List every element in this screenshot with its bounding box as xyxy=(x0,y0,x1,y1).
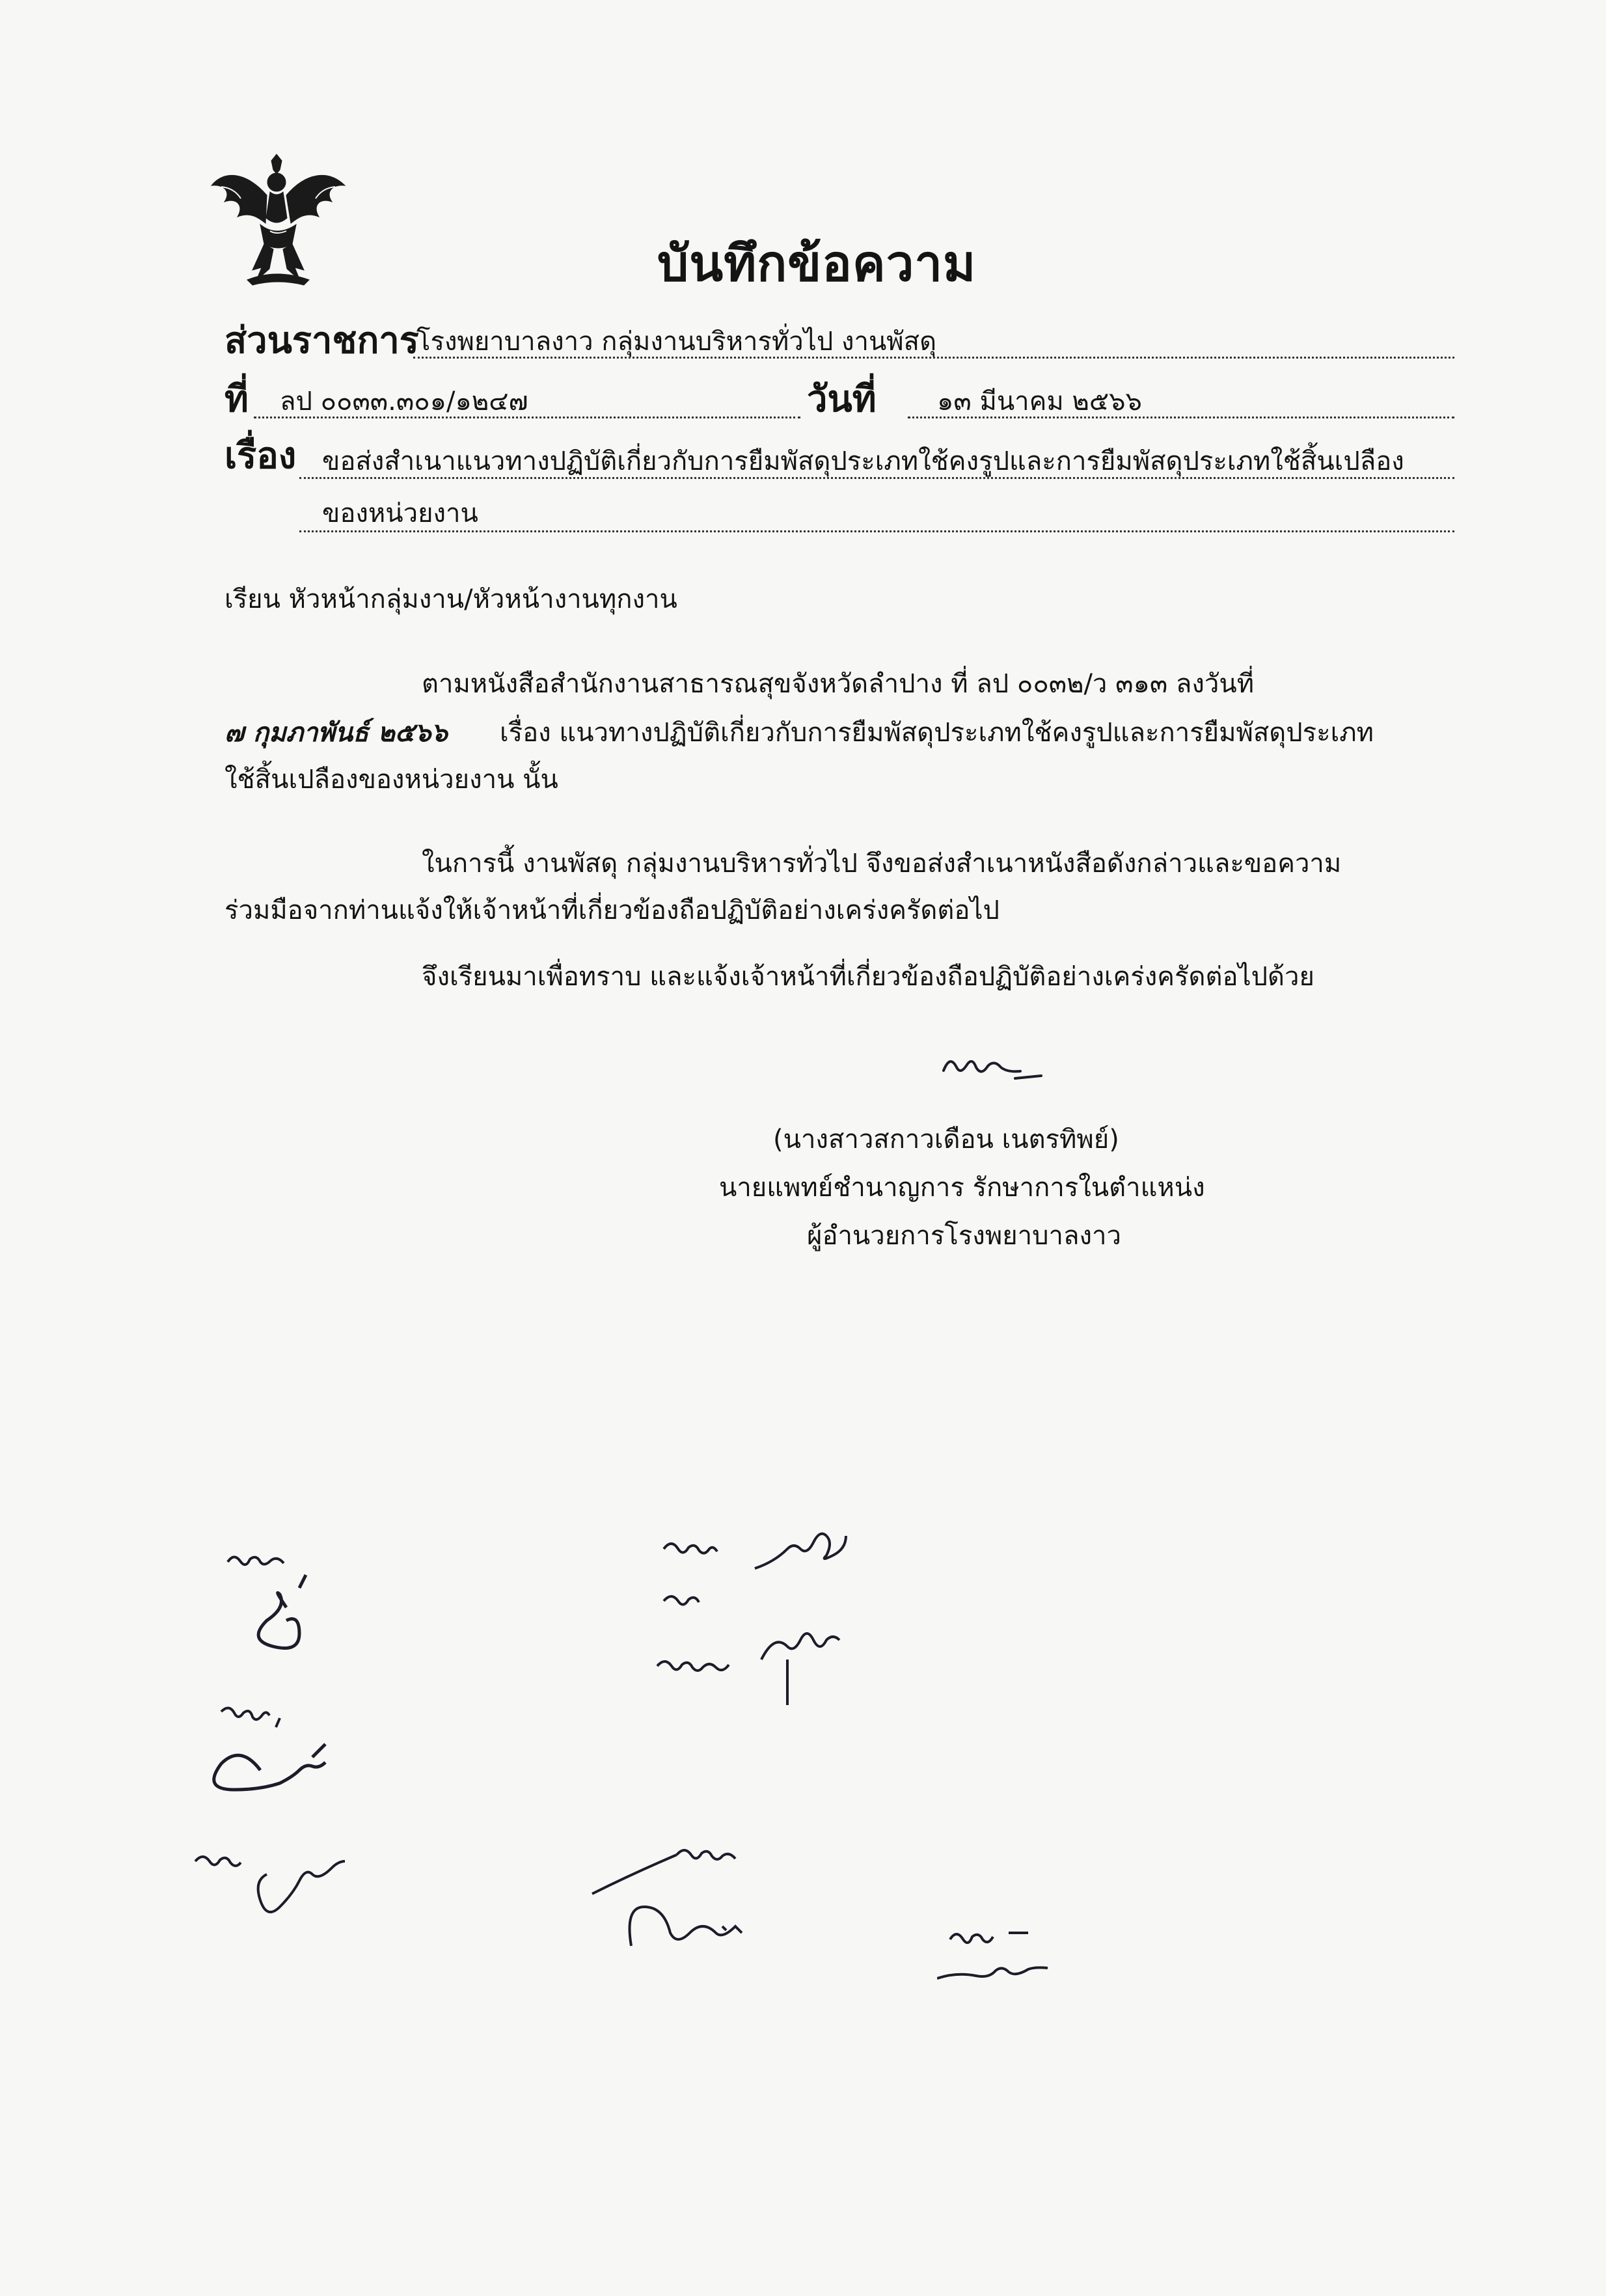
agency-label: ส่วนราชการ xyxy=(225,320,419,362)
paragraph-1-line-2: เรื่อง แนวทางปฏิบัติเกี่ยวกับการยืมพัสดุประเภทใช้คงรูปและการยืมพัสดุประเภท xyxy=(500,718,1374,748)
paragraph-3: จึงเรียนมาเพื่อทราบ และแจ้งเจ้าหน้าที่เกี่ยวข้องถือปฏิบัติอย่างเคร่งครัดต่อไปด้วย xyxy=(422,962,1314,992)
date-value: ๑๓ มีนาคม ๒๕๖๖ xyxy=(937,387,1142,417)
reference-dotted-line xyxy=(254,417,800,418)
paragraph-1-line-3: ใช้สิ้นเปลืองของหน่วยงาน นั้น xyxy=(225,765,558,795)
signer-position-2: ผู้อำนวยการโรงพยาบาลงาว xyxy=(807,1221,1121,1251)
paragraph-2-line-2: ร่วมมือจากท่านแจ้งให้เจ้าหน้าที่เกี่ยวข้องถือปฏิบัติอย่างเคร่งครัดต่อไป xyxy=(225,895,1000,925)
reference-value: ลป ๐๐๓๓.๓๐๑/๑๒๔๗ xyxy=(280,387,528,417)
subject-line-2: ของหน่วยงาน xyxy=(322,499,478,528)
subject-dotted-line-1 xyxy=(299,477,1454,479)
date-dotted-line xyxy=(908,417,1454,418)
acknowledgement-4 xyxy=(657,1516,865,1588)
signer-name: (นางสาวสกาวเดือน เนตรทิพย์) xyxy=(773,1125,1119,1155)
director-signature xyxy=(937,1045,1054,1090)
subject-label: เรื่อง xyxy=(225,435,297,477)
agency-dotted-line xyxy=(413,357,1454,359)
reference-label: ที่ xyxy=(225,378,249,420)
acknowledgement-7 xyxy=(937,1913,1080,1991)
acknowledgement-6 xyxy=(586,1829,807,1959)
acknowledgement-3 xyxy=(189,1835,371,1926)
document-title: บันทึกข้อความ xyxy=(657,234,977,292)
agency-value: โรงพยาบาลงาว กลุ่มงานบริหารทั่วไป งานพัสดุ xyxy=(416,327,937,357)
subject-line-1: ขอส่งสำเนาแนวทางปฏิบัติเกี่ยวกับการยืมพัสดุประเภทใช้คงรูปและการยืมพัสดุประเภทใช้สิ้นเปลือง xyxy=(322,446,1404,476)
paragraph-2-line-1: ในการนี้ งานพัสดุ กลุ่มงานบริหารทั่วไป จึงขอส่งสำเนาหนังสือดังกล่าวและขอความ xyxy=(422,849,1342,879)
paragraph-1-line-1: ตามหนังสือสำนักงานสาธารณสุขจังหวัดลำปาง ที่ ลป ๐๐๓๒/ว ๓๑๓ ลงวันที่ xyxy=(422,669,1255,699)
salutation: เรียน หัวหน้ากลุ่มงาน/หัวหน้างานทุกงาน xyxy=(225,584,677,614)
acknowledgement-1 xyxy=(215,1536,358,1679)
paragraph-1-date: ๗ กุมภาพันธ์ ๒๕๖๖ xyxy=(225,718,448,748)
garuda-emblem-icon xyxy=(208,146,348,293)
date-label: วันที่ xyxy=(807,378,877,420)
signer-position-1: นายแพทย์ชำนาญการ รักษาการในตำแหน่ง xyxy=(719,1173,1205,1203)
acknowledgement-5 xyxy=(651,1588,872,1718)
subject-dotted-line-2 xyxy=(299,530,1454,532)
acknowledgement-2 xyxy=(208,1692,377,1803)
